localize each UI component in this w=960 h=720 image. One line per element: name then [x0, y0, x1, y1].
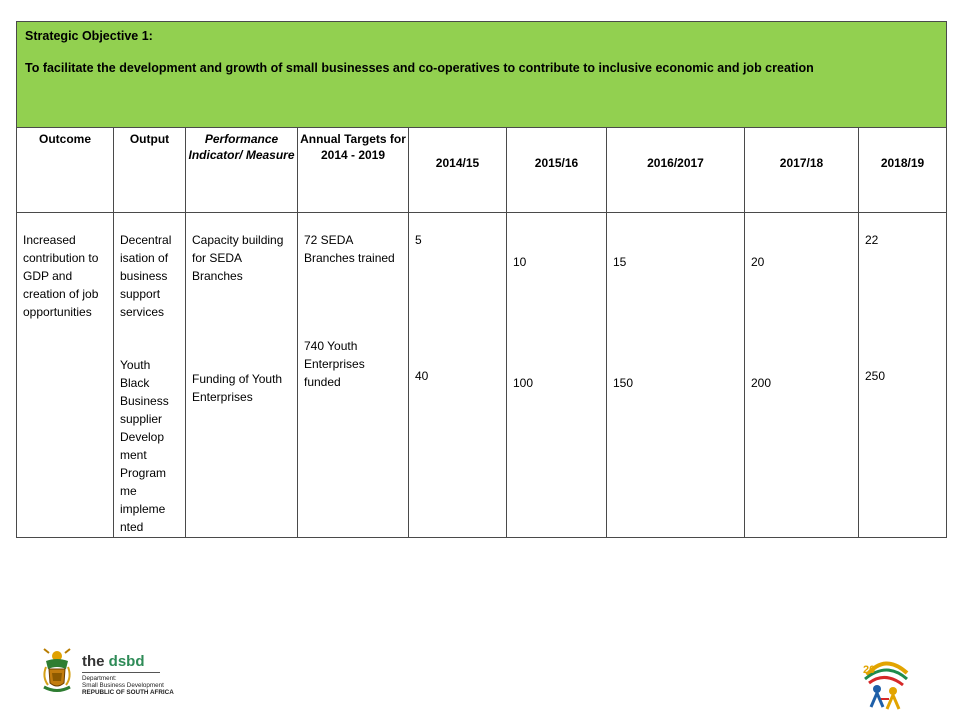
year-2016-cell — [607, 213, 745, 538]
year-2014-value-1: 5 — [415, 233, 422, 247]
header-year-2018: 2018/19 — [859, 128, 947, 213]
output-cell — [114, 213, 186, 538]
dept-line-1: Department: — [82, 675, 117, 682]
year-2015-cell — [507, 213, 607, 538]
header-year-2017: 2017/18 — [745, 128, 859, 213]
header-annual-targets: Annual Targets for 2014 - 2019 — [298, 128, 409, 213]
year-2018-value-2: 250 — [865, 369, 886, 383]
year-2016-value-1: 15 — [613, 255, 627, 269]
indicator-2: Funding of Youth Enterprises — [192, 372, 283, 404]
dept-line-3: REPUBLIC OF SOUTH AFRICA — [82, 689, 174, 696]
column-header-row — [17, 128, 947, 213]
year-2018-value-1: 22 — [865, 233, 879, 247]
dept-line-2: Small Business Development — [82, 682, 164, 689]
header-year-2015: 2015/16 — [507, 128, 607, 213]
objective-header — [17, 22, 947, 128]
table-row — [17, 213, 947, 538]
year-2014-cell — [409, 213, 507, 538]
svg-text:20: 20 — [863, 664, 876, 676]
year-2015-value-1: 10 — [513, 255, 527, 269]
brand-prefix: the — [82, 653, 109, 670]
output-2: Youth Black Business supplier Develop ment Program me impleme nted — [120, 358, 169, 534]
year-2017-value-2: 200 — [751, 376, 772, 390]
indicator-1: Capacity building for SEDA Branches — [192, 233, 284, 283]
dsbd-logo — [40, 645, 174, 697]
outcome-cell — [17, 213, 114, 538]
year-2015-value-2: 100 — [513, 376, 534, 390]
header-year-2016: 2016/2017 — [607, 128, 745, 213]
year-2017-value-1: 20 — [751, 255, 765, 269]
header-output: Output — [114, 128, 186, 213]
brand-divider — [82, 672, 160, 673]
annual-target-cell — [298, 213, 409, 538]
year-2018-cell — [859, 213, 947, 538]
brand-name: dsbd — [108, 653, 145, 670]
header-indicator: Performance Indicator/ Measure — [186, 128, 298, 213]
header-year-2014: 2014/15 — [409, 128, 507, 213]
twenty-years-freedom-logo — [857, 655, 913, 711]
annual-target-2: 740 Youth Enterprises funded — [304, 339, 365, 389]
year-2014-value-2: 40 — [415, 369, 429, 383]
coat-of-arms-icon — [40, 647, 74, 695]
objective-text: To facilitate the development and growth of small businesses and co-operatives to contribute to inclusive economic and job creation — [25, 61, 814, 75]
year-2017-cell — [745, 213, 859, 538]
year-2016-value-2: 150 — [613, 376, 634, 390]
outcome-text: Increased contribution to GDP and creation of job opportunities — [23, 233, 99, 319]
annual-target-1: 72 SEDA Branches trained — [304, 233, 395, 265]
header-outcome: Outcome — [17, 128, 114, 213]
indicator-cell — [186, 213, 298, 538]
output-1: Decentral isation of business support services — [120, 233, 172, 319]
objective-title: Strategic Objective 1: — [25, 29, 153, 43]
strategic-objective-table — [16, 21, 947, 538]
